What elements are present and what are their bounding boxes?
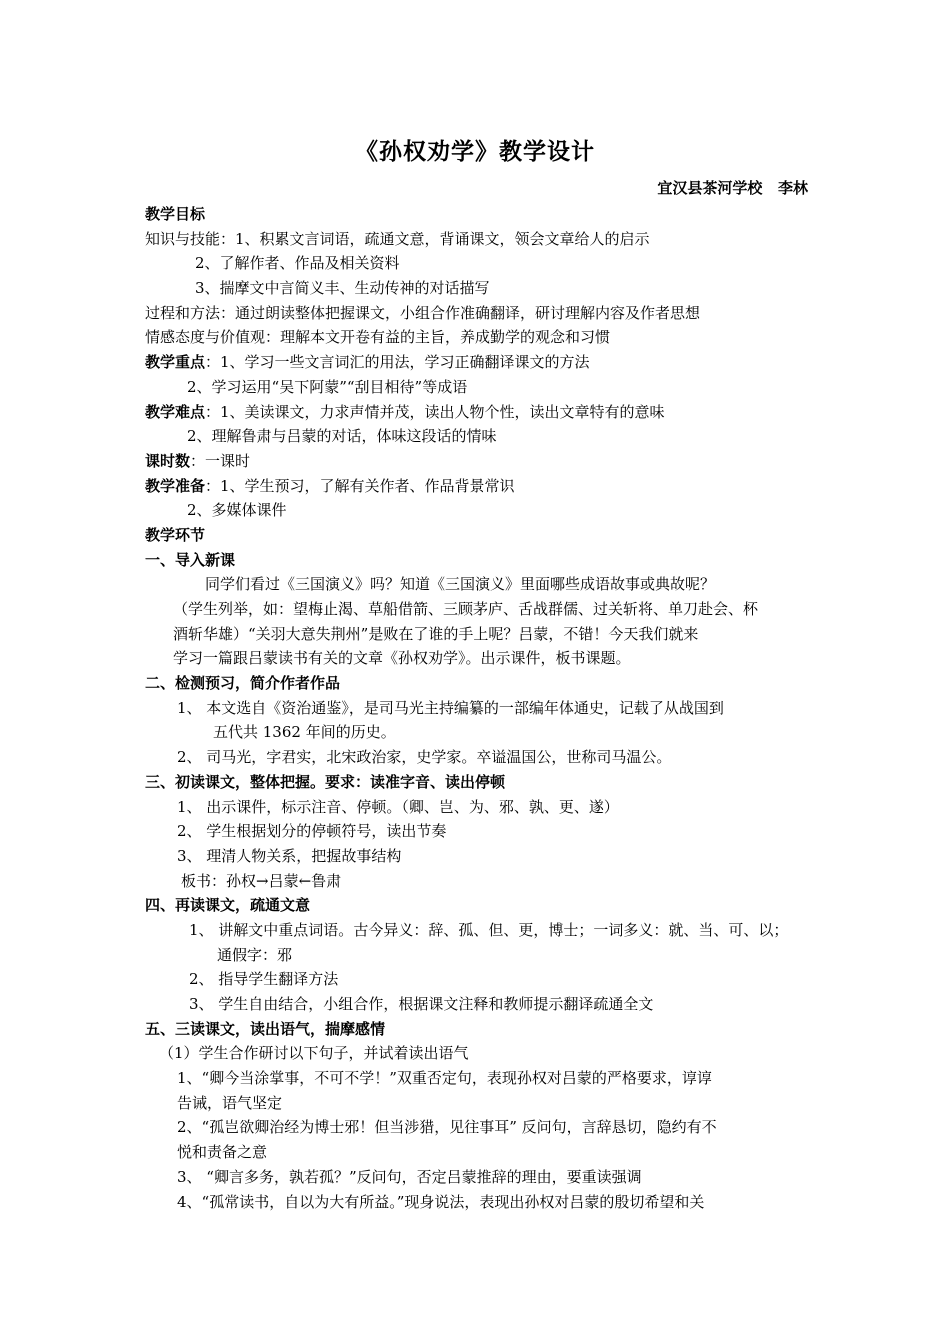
body-line (145, 992, 785, 1017)
body-line (145, 276, 785, 301)
line-text: 1、 讲解文中重点词语。古今异义：辞、孤、但、更，博士；一词多义：就、当、可、以； (189, 920, 789, 939)
body-line (145, 424, 785, 449)
line-text: 2、学习运用“吴下阿蒙”“刮目相待”等成语 (187, 377, 468, 396)
body-line (145, 819, 785, 844)
line-text: 五、三读课文，读出语气，揣摩感情 (145, 1019, 386, 1038)
section-heading (145, 770, 785, 795)
line-text: 板书：孙权→吕蒙←鲁肃 (181, 871, 342, 890)
author-line: 宜汉县茶河学校 李林 (657, 179, 808, 197)
line-text: 三、初读课文，整体把握。要求：读准字音、读出停顿 (145, 772, 506, 791)
line-text: 2、多媒体课件 (187, 501, 287, 520)
line-text: 3、 “卿言多务，孰若孤？”反问句，否定吕蒙推辞的理由，要重读强调 (177, 1167, 642, 1186)
body-line (145, 696, 785, 721)
line-text: 4、“孤常读书，自以为大有所益。”现身说法，表现出孙权对吕蒙的殷切希望和关 (177, 1192, 705, 1211)
line-text: 3、 学生自由结合，小组合作，根据课文注释和教师提示翻译疏通全文 (189, 995, 654, 1013)
body-line (145, 301, 785, 326)
line-text: 2、 学生根据划分的停顿符号，读出节奏 (177, 822, 447, 841)
section-heading (145, 671, 785, 696)
field-label: 教学准备 (145, 476, 206, 495)
body-line (145, 1115, 785, 1140)
line-text: 学习一篇跟吕蒙读书有关的文章《孙权劝学》。出示课件，板书课题。 (173, 649, 631, 668)
body-line (145, 325, 785, 350)
body-line (145, 474, 785, 499)
body-line (145, 1066, 785, 1091)
line-text: 一、导入新课 (145, 550, 236, 569)
line-text: 教学环节 (145, 525, 206, 544)
line-text: ：1、美读课文，力求声情并茂，读出人物个性，读出文章特有的意味 (205, 402, 665, 421)
body-line (145, 646, 785, 671)
line-text: 3、揣摩文中言简义丰、生动传神的对话描写 (195, 279, 490, 298)
line-text: 四、再读课文，疏通文意 (145, 896, 311, 915)
body-line (145, 869, 785, 894)
line-text: 教学目标 (145, 205, 206, 223)
body-line (145, 597, 785, 622)
section-heading (145, 523, 785, 548)
body-line (145, 967, 785, 992)
section-heading (145, 1017, 785, 1042)
line-text: 1、 本文选自《资治通鉴》，是司马光主持编纂的一部编年体通史，记载了从战国到 (177, 698, 724, 717)
line-text: 五代共 1362 年间的历史。 (213, 723, 396, 742)
line-text: 3、 理清人物关系，把握故事结构 (177, 846, 402, 865)
body-line (145, 350, 785, 375)
line-text: 2、理解鲁肃与吕蒙的对话，体味这段话的情味 (187, 427, 497, 446)
body-line (145, 1140, 785, 1165)
line-text: 2、了解作者、作品及相关资料 (195, 254, 400, 273)
body-line (145, 1190, 785, 1215)
line-text: 酒斩华雄）“关羽大意失荆州”是败在了谁的手上呢？吕蒙，不错！今天我们就来 (173, 624, 699, 643)
line-text: 告诫，语气坚定 (177, 1093, 283, 1112)
body-line (145, 498, 785, 523)
line-text: ：1、学习一些文言词汇的用法，学习正确翻译课文的方法 (205, 353, 590, 372)
line-text: 1、 出示课件，标示注音、停顿。（卿、岂、为、邪、孰、更、遂） (177, 797, 619, 816)
body-line (145, 1091, 785, 1116)
body-line (145, 918, 789, 943)
line-text: ：1、学生预习，了解有关作者、作品背景常识 (205, 476, 515, 495)
line-text: 知识与技能：1、积累文言词语，疏通文意，背诵课文，领会文章给人的启示 (145, 229, 650, 248)
body-line (145, 720, 785, 745)
line-text: ：一课时 (190, 451, 251, 470)
section-heading (145, 893, 785, 918)
field-label: 教学难点 (145, 402, 206, 421)
body-line (145, 1041, 785, 1066)
body-line (145, 745, 785, 770)
field-label: 课时数 (145, 451, 191, 470)
section-heading (145, 548, 785, 573)
body-line (145, 400, 785, 425)
line-text: 2、“孤岂欲卿治经为博士邪！但当涉猎，见往事耳” 反问句，言辞恳切，隐约有不 (177, 1118, 717, 1137)
document-title: 《孙权劝学》教学设计 (355, 138, 595, 165)
body-line (145, 844, 785, 869)
section-heading (145, 202, 785, 227)
body-line (145, 251, 785, 276)
body-line (145, 943, 785, 968)
line-text: 过程和方法：通过朗读整体把握课文，小组合作准确翻译，研讨理解内容及作者思想 (145, 303, 701, 322)
body-line (145, 622, 785, 647)
line-text: 2、 司马光，字君实，北宋政治家，史学家。卒谥温国公，世称司马温公。 (177, 748, 672, 767)
line-text: 同学们看过《三国演义》吗？知道《三国演义》里面哪些成语故事或典故呢？ (205, 575, 716, 594)
body-line (145, 572, 785, 597)
body-line (145, 795, 785, 820)
line-text: （学生列举，如：望梅止渴、草船借箭、三顾茅庐、舌战群儒、过关斩将、单刀赴会、杯 (173, 600, 759, 618)
line-text: 2、 指导学生翻译方法 (189, 970, 339, 989)
document-body (145, 202, 789, 1214)
line-text: 通假字：邪 (217, 945, 293, 964)
line-text: 1、“卿今当涂掌事，不可不学！”双重否定句，表现孙权对吕蒙的严格要求，谆谆 (177, 1069, 712, 1088)
body-line (145, 227, 785, 252)
line-text: 情感态度与价值观：理解本文开卷有益的主旨，养成勤学的观念和习惯 (145, 328, 611, 347)
body-line (145, 375, 785, 400)
body-line (145, 1165, 785, 1190)
line-text: （1）学生合作研讨以下句子，并试着读出语气 (159, 1044, 469, 1063)
line-text: 二、检测预习，简介作者作品 (145, 674, 341, 693)
body-line (145, 449, 785, 474)
line-text: 悦和责备之意 (177, 1143, 268, 1162)
field-label: 教学重点 (145, 353, 206, 372)
